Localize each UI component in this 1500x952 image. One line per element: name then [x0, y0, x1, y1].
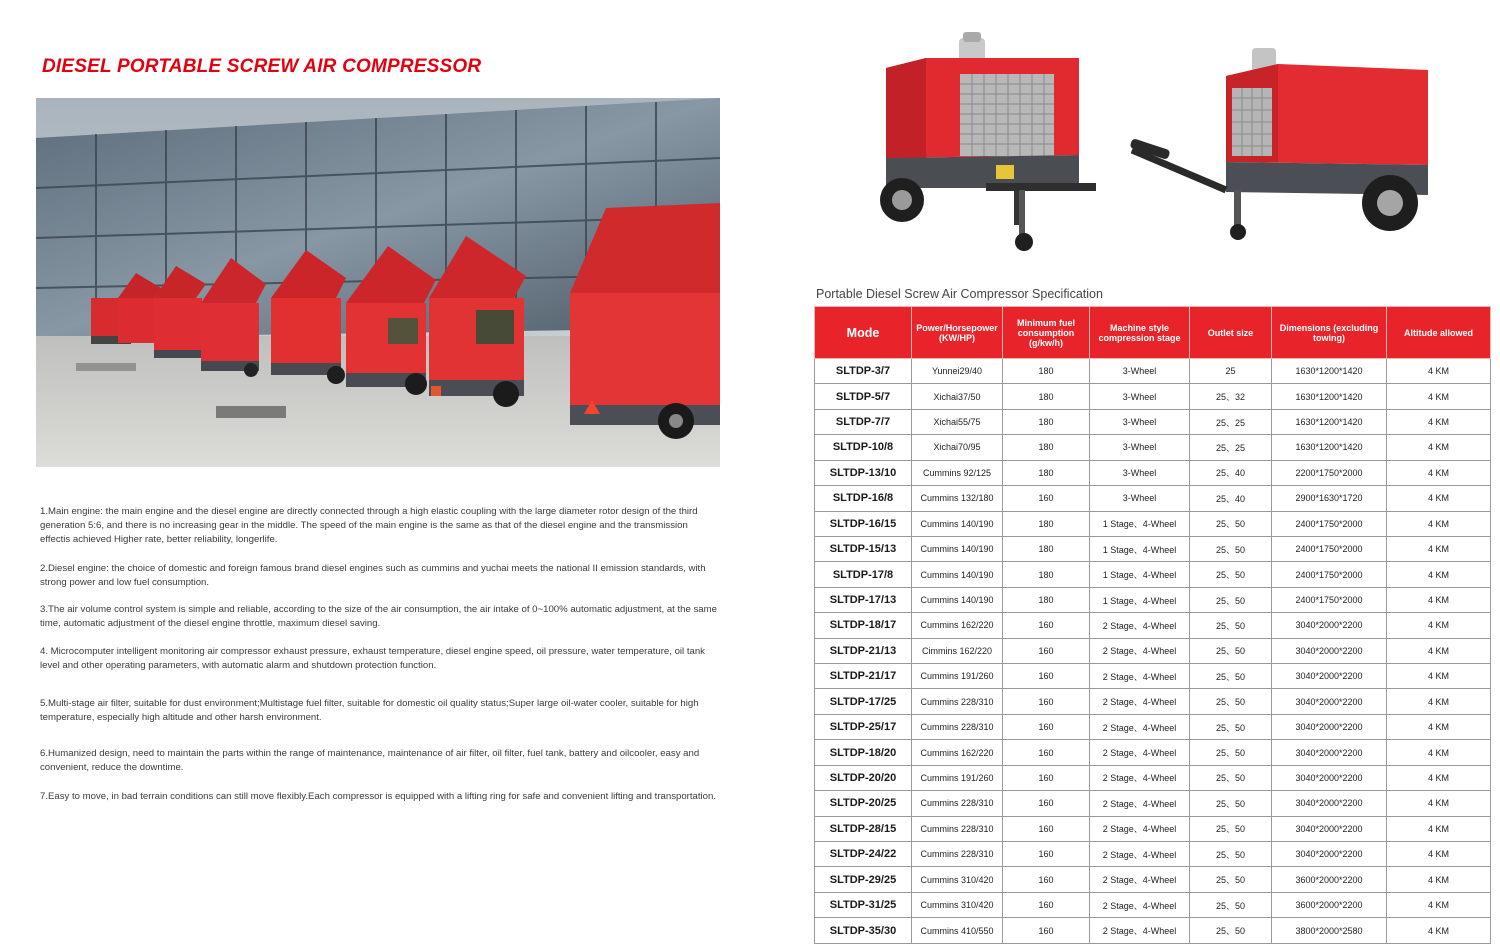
table-cell: 2400*1750*2000 — [1272, 511, 1387, 536]
table-row — [815, 664, 1491, 689]
table-cell: 4 KM — [1387, 714, 1491, 739]
model-cell: SLTDP-17/8 — [815, 562, 912, 587]
table-row — [815, 511, 1491, 536]
table-row — [815, 689, 1491, 714]
table-cell: 180 — [1003, 511, 1090, 536]
model-cell: SLTDP-7/7 — [815, 409, 912, 434]
column-header: Dimensions (excluding towing) — [1272, 307, 1387, 359]
table-cell: 160 — [1003, 816, 1090, 841]
table-cell: 1630*1200*1420 — [1272, 359, 1387, 384]
table-cell: 1 Stage、4-Wheel — [1090, 562, 1190, 587]
table-cell: 3600*2000*2200 — [1272, 892, 1387, 917]
table-row — [815, 842, 1491, 867]
table-cell: Cummins 140/190 — [912, 536, 1003, 561]
table-row — [815, 740, 1491, 765]
table-cell: 2 Stage、4-Wheel — [1090, 638, 1190, 663]
table-cell: 2 Stage、4-Wheel — [1090, 689, 1190, 714]
table-row — [815, 892, 1491, 917]
table-cell: 1630*1200*1420 — [1272, 384, 1387, 409]
table-cell: 2 Stage、4-Wheel — [1090, 842, 1190, 867]
table-row — [815, 486, 1491, 511]
table-cell: 1630*1200*1420 — [1272, 435, 1387, 460]
column-header: Power/Horsepower (KW/HP) — [912, 307, 1003, 359]
table-cell: 1630*1200*1420 — [1272, 409, 1387, 434]
model-cell: SLTDP-25/17 — [815, 714, 912, 739]
column-header: Outlet size — [1190, 307, 1272, 359]
feature-item: 4. Microcomputer intelligent monitoring air compressor exhaust pressure, exhaust temperature, diesel engine speed, oil pressure, water temperature, oil tank level and other operating parameters, with automatic alarm and shutdown protection function. — [40, 646, 705, 671]
table-cell: 25、40 — [1190, 486, 1272, 511]
table-cell: 1 Stage、4-Wheel — [1090, 536, 1190, 561]
table-row — [815, 867, 1491, 892]
model-cell: SLTDP-17/25 — [815, 689, 912, 714]
table-cell: 25、50 — [1190, 689, 1272, 714]
table-cell: 25、50 — [1190, 562, 1272, 587]
table-cell: 25、50 — [1190, 867, 1272, 892]
table-cell: 25、50 — [1190, 918, 1272, 944]
model-cell: SLTDP-21/13 — [815, 638, 912, 663]
table-cell: 3040*2000*2200 — [1272, 842, 1387, 867]
table-cell: 2 Stage、4-Wheel — [1090, 918, 1190, 944]
table-cell: 4 KM — [1387, 536, 1491, 561]
table-cell: 4 KM — [1387, 511, 1491, 536]
table-header-row — [815, 307, 1491, 359]
table-row — [815, 435, 1491, 460]
table-cell: 2 Stage、4-Wheel — [1090, 664, 1190, 689]
table-cell: 180 — [1003, 536, 1090, 561]
table-cell: Cummins 191/260 — [912, 664, 1003, 689]
model-cell: SLTDP-20/25 — [815, 791, 912, 816]
table-cell: Cummins 92/125 — [912, 460, 1003, 485]
table-cell: 180 — [1003, 409, 1090, 434]
model-cell: SLTDP-21/17 — [815, 664, 912, 689]
table-cell: 4 KM — [1387, 867, 1491, 892]
table-cell: 160 — [1003, 689, 1090, 714]
table-cell: Xichai37/50 — [912, 384, 1003, 409]
model-cell: SLTDP-15/13 — [815, 536, 912, 561]
table-cell: 25 — [1190, 359, 1272, 384]
model-cell: SLTDP-35/30 — [815, 918, 912, 944]
model-cell: SLTDP-31/25 — [815, 892, 912, 917]
table-cell: Cummins 140/190 — [912, 511, 1003, 536]
table-cell: 3-Wheel — [1090, 384, 1190, 409]
table-cell: 4 KM — [1387, 435, 1491, 460]
compressor-side-view-image — [1128, 40, 1458, 250]
table-row — [815, 613, 1491, 638]
table-cell: 4 KM — [1387, 918, 1491, 944]
table-cell: Xichai55/75 — [912, 409, 1003, 434]
table-cell: 180 — [1003, 562, 1090, 587]
table-cell: 3-Wheel — [1090, 359, 1190, 384]
table-cell: Cimmins 162/220 — [912, 638, 1003, 663]
model-cell: SLTDP-20/20 — [815, 765, 912, 790]
table-cell: 4 KM — [1387, 638, 1491, 663]
table-cell: 180 — [1003, 587, 1090, 612]
table-cell: 2200*1750*2000 — [1272, 460, 1387, 485]
table-cell: 4 KM — [1387, 409, 1491, 434]
compressor-front-view-image — [864, 30, 1104, 265]
table-cell: 3800*2000*2580 — [1272, 918, 1387, 944]
feature-item: 6.Humanized design, need to maintain the parts within the range of maintenance, maintenance of air filter, oil filter, fuel tank, battery and oilcooler, easy and convenient, reduce the downtime. — [40, 748, 700, 773]
table-cell: 25、50 — [1190, 765, 1272, 790]
table-cell: 160 — [1003, 765, 1090, 790]
table-cell: 25、25 — [1190, 435, 1272, 460]
table-row — [815, 816, 1491, 841]
table-cell: 25、50 — [1190, 791, 1272, 816]
table-cell: Cummins 228/310 — [912, 816, 1003, 841]
feature-item: 1.Main engine: the main engine and the diesel engine are directly connected through a high elastic coupling with the large diameter rotor design of the third generation 5:6, and there is no increasing gear in the middle. The speed of the main engine is the same as that of the diesel engine and the transmission effectis achieved Higher rate, better reliability, longerlife. — [40, 506, 698, 545]
model-cell: SLTDP-16/15 — [815, 511, 912, 536]
model-cell: SLTDP-10/8 — [815, 435, 912, 460]
table-cell: 2 Stage、4-Wheel — [1090, 892, 1190, 917]
table-cell: 160 — [1003, 740, 1090, 765]
table-cell: 3-Wheel — [1090, 460, 1190, 485]
table-cell: Yunnei29/40 — [912, 359, 1003, 384]
table-cell: 4 KM — [1387, 359, 1491, 384]
model-cell: SLTDP-24/22 — [815, 842, 912, 867]
table-cell: 25、50 — [1190, 714, 1272, 739]
table-cell: Cummins 228/310 — [912, 689, 1003, 714]
table-cell: 3040*2000*2200 — [1272, 740, 1387, 765]
table-cell: 2400*1750*2000 — [1272, 562, 1387, 587]
column-header: Minimum fuel consumption (g/kw/h) — [1003, 307, 1090, 359]
table-cell: 2 Stage、4-Wheel — [1090, 740, 1190, 765]
feature-item: 2.Diesel engine: the choice of domestic and foreign famous brand diesel engines such as cummins and yuchai meets the national II emission standards, with strong power and low fuel consumption. — [40, 563, 706, 588]
feature-item: 3.The air volume control system is simple and reliable, according to the size of the air consumption, the air intake of 0~100% automatic adjustment, at the same time, automatic adjustment of the diesel engine throttle, maximum diesel saving. — [40, 604, 717, 629]
table-row — [815, 384, 1491, 409]
table-cell: Cummins 310/420 — [912, 867, 1003, 892]
table-cell: Xichai70/95 — [912, 435, 1003, 460]
table-cell: Cummins 162/220 — [912, 613, 1003, 638]
spec-table-title: Portable Diesel Screw Air Compressor Specification — [816, 287, 1103, 301]
table-row — [815, 638, 1491, 663]
table-cell: Cummins 140/190 — [912, 587, 1003, 612]
table-cell: 160 — [1003, 638, 1090, 663]
table-row — [815, 791, 1491, 816]
table-cell: 25、50 — [1190, 536, 1272, 561]
table-cell: 4 KM — [1387, 587, 1491, 612]
table-cell: 3040*2000*2200 — [1272, 791, 1387, 816]
table-row — [815, 918, 1491, 944]
model-cell: SLTDP-29/25 — [815, 867, 912, 892]
table-cell: Cummins 162/220 — [912, 740, 1003, 765]
page-title: DIESEL PORTABLE SCREW AIR COMPRESSOR — [42, 56, 482, 77]
specification-table — [814, 306, 1491, 944]
table-cell: 2400*1750*2000 — [1272, 536, 1387, 561]
table-cell: 25、50 — [1190, 638, 1272, 663]
table-cell: 160 — [1003, 613, 1090, 638]
table-cell: 3-Wheel — [1090, 409, 1190, 434]
table-cell: 160 — [1003, 664, 1090, 689]
feature-item: 5.Multi-stage air filter, suitable for dust environment;Multistage fuel filter, suitable for domestic oil quality status;Super large oil-water cooler, suitable for high temperature, especially high altitude and other harsh environment. — [40, 698, 699, 723]
table-cell: 4 KM — [1387, 613, 1491, 638]
table-cell: Cummins 132/180 — [912, 486, 1003, 511]
table-cell: 3-Wheel — [1090, 486, 1190, 511]
table-cell: 4 KM — [1387, 689, 1491, 714]
table-cell: 3040*2000*2200 — [1272, 689, 1387, 714]
table-cell: 2 Stage、4-Wheel — [1090, 765, 1190, 790]
table-cell: 2 Stage、4-Wheel — [1090, 867, 1190, 892]
model-cell: SLTDP-13/10 — [815, 460, 912, 485]
table-cell: 4 KM — [1387, 664, 1491, 689]
table-cell: 160 — [1003, 892, 1090, 917]
table-cell: 2 Stage、4-Wheel — [1090, 791, 1190, 816]
table-cell: 4 KM — [1387, 562, 1491, 587]
table-cell: 4 KM — [1387, 384, 1491, 409]
table-cell: 25、50 — [1190, 587, 1272, 612]
table-cell: 1 Stage、4-Wheel — [1090, 587, 1190, 612]
table-cell: 2 Stage、4-Wheel — [1090, 714, 1190, 739]
table-row — [815, 765, 1491, 790]
compressor-lineup-photo — [36, 98, 720, 467]
table-cell: Cummins 191/260 — [912, 765, 1003, 790]
table-cell: 2400*1750*2000 — [1272, 587, 1387, 612]
model-cell: SLTDP-28/15 — [815, 816, 912, 841]
model-cell: SLTDP-5/7 — [815, 384, 912, 409]
table-cell: Cummins 310/420 — [912, 892, 1003, 917]
table-row — [815, 359, 1491, 384]
table-cell: 25、50 — [1190, 613, 1272, 638]
table-cell: 25、50 — [1190, 511, 1272, 536]
column-header: Mode — [815, 307, 912, 359]
table-cell: 160 — [1003, 918, 1090, 944]
table-cell: Cummins 410/550 — [912, 918, 1003, 944]
table-cell: 25、50 — [1190, 842, 1272, 867]
table-cell: 4 KM — [1387, 740, 1491, 765]
table-row — [815, 409, 1491, 434]
feature-item: 7.Easy to move, in bad terrain conditions can still move flexibly.Each compressor is equipped with a lifting ring for safe and convenient lifting and transportation. — [40, 791, 717, 802]
table-cell: Cummins 228/310 — [912, 714, 1003, 739]
table-cell: 3040*2000*2200 — [1272, 816, 1387, 841]
table-cell: 4 KM — [1387, 791, 1491, 816]
table-cell: 25、25 — [1190, 409, 1272, 434]
column-header: Altitude allowed — [1387, 307, 1491, 359]
column-header: Machine style compression stage — [1090, 307, 1190, 359]
table-cell: 160 — [1003, 867, 1090, 892]
table-cell: 1 Stage、4-Wheel — [1090, 511, 1190, 536]
table-row — [815, 587, 1491, 612]
table-cell: 2900*1630*1720 — [1272, 486, 1387, 511]
model-cell: SLTDP-18/17 — [815, 613, 912, 638]
model-cell: SLTDP-3/7 — [815, 359, 912, 384]
table-cell: 2 Stage、4-Wheel — [1090, 613, 1190, 638]
table-cell: 160 — [1003, 714, 1090, 739]
table-cell: 180 — [1003, 435, 1090, 460]
table-cell: 180 — [1003, 460, 1090, 485]
table-cell: 25、50 — [1190, 740, 1272, 765]
table-cell: 180 — [1003, 359, 1090, 384]
table-cell: 4 KM — [1387, 460, 1491, 485]
table-cell: 25、50 — [1190, 816, 1272, 841]
table-cell: 25、32 — [1190, 384, 1272, 409]
model-cell: SLTDP-17/13 — [815, 587, 912, 612]
table-cell: 3040*2000*2200 — [1272, 638, 1387, 663]
table-cell: 3600*2000*2200 — [1272, 867, 1387, 892]
table-cell: 25、50 — [1190, 664, 1272, 689]
table-row — [815, 460, 1491, 485]
table-cell: 3040*2000*2200 — [1272, 765, 1387, 790]
model-cell: SLTDP-16/8 — [815, 486, 912, 511]
table-cell: 25、50 — [1190, 892, 1272, 917]
table-cell: 3-Wheel — [1090, 435, 1190, 460]
table-row — [815, 536, 1491, 561]
table-cell: 4 KM — [1387, 842, 1491, 867]
table-cell: 180 — [1003, 384, 1090, 409]
table-cell: 160 — [1003, 486, 1090, 511]
table-cell: 3040*2000*2200 — [1272, 714, 1387, 739]
table-cell: 160 — [1003, 842, 1090, 867]
table-cell: 3040*2000*2200 — [1272, 664, 1387, 689]
model-cell: SLTDP-18/20 — [815, 740, 912, 765]
table-cell: Cummins 228/310 — [912, 791, 1003, 816]
table-cell: 3040*2000*2200 — [1272, 613, 1387, 638]
table-cell: 160 — [1003, 791, 1090, 816]
table-cell: Cummins 228/310 — [912, 842, 1003, 867]
table-cell: 25、40 — [1190, 460, 1272, 485]
table-cell: 4 KM — [1387, 765, 1491, 790]
table-cell: 4 KM — [1387, 816, 1491, 841]
table-cell: 2 Stage、4-Wheel — [1090, 816, 1190, 841]
table-row — [815, 714, 1491, 739]
table-cell: Cummins 140/190 — [912, 562, 1003, 587]
table-cell: 4 KM — [1387, 486, 1491, 511]
table-row — [815, 562, 1491, 587]
table-cell: 4 KM — [1387, 892, 1491, 917]
